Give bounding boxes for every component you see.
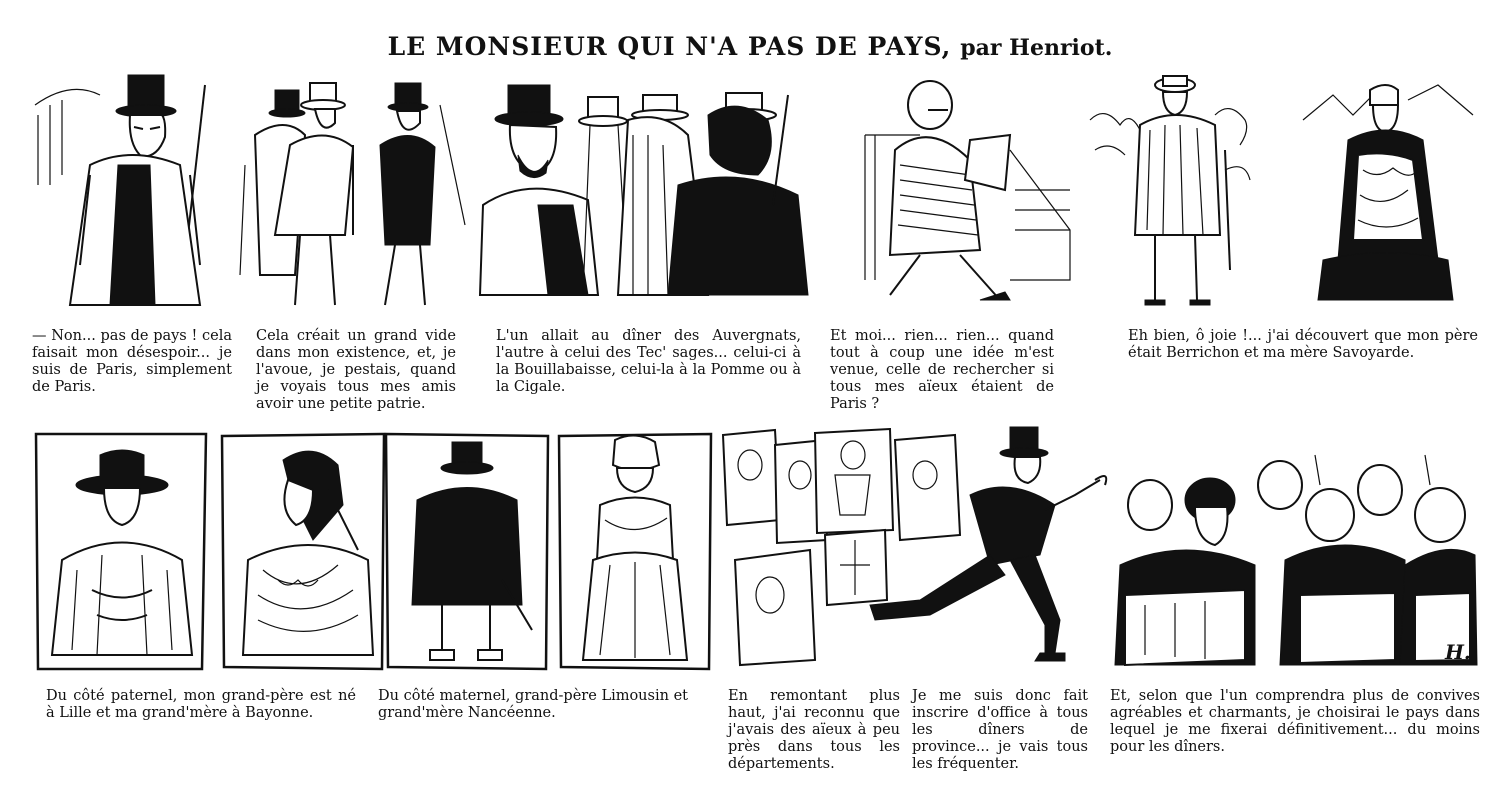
caption-5: Eh bien, ô joie !... j'ai découvert que mon père était Berrichon et ma mère Savoyarde. — [1128, 328, 1478, 361]
portrait-frame-2 — [218, 430, 388, 673]
illustration-panel-4 — [860, 80, 1080, 305]
illustration-panel-6 — [1298, 80, 1478, 310]
caption-1: — Non... pas de pays ! cela faisait mon désespoir... je suis de Paris, simplement de Paris. — [32, 328, 232, 395]
illustration-panel-dinner — [1105, 445, 1480, 670]
title-main: LE MONSIEUR QUI N'A PAS DE PAYS, — [387, 32, 952, 61]
caption-7: Du côté maternel, grand-père Limousin et grand'mère Nancéenne. — [378, 688, 688, 721]
artist-signature: H. — [1445, 640, 1471, 664]
illustration-panel-2 — [235, 75, 475, 315]
caption-4: Et moi... rien... rien... quand tout à coup une idée m'est venue, celle de rechercher si tous mes aïeux étaient de Paris ? — [830, 328, 1054, 412]
portrait-frame-3 — [382, 430, 552, 673]
caption-3: L'un allait au dîner des Auvergnats, l'autre à celui des Tec⁠' sages... celui-ci à la Bouillabaisse, celui-la à la Pomme ou à la Cigale. — [496, 328, 801, 395]
illustration-panel-1 — [30, 65, 220, 315]
page-title — [0, 32, 1500, 61]
illustration-panel-running-man — [860, 425, 1115, 670]
caption-6: Du côté paternel, mon grand-père est né à Lille et ma grand'mère à Bayonne. — [46, 688, 356, 721]
illustration-panel-5 — [1085, 70, 1255, 310]
caption-8: En remontant plus haut, j'ai reconnu que j'avais des aïeux à peu près dans tous les départements. — [728, 688, 900, 772]
portrait-frame-4 — [555, 430, 715, 673]
caption-9: Je me suis donc fait inscrire d'office à tous les dîners de province... je vais tous les fréquenter. — [912, 688, 1088, 772]
illustration-panel-3 — [478, 75, 813, 300]
caption-10: Et, selon que l'un comprendra plus de convives agréables et charmants, je choisirai le pays dans lequel je me fixerai définitivement... du moins pour les dîners. — [1110, 688, 1480, 755]
title-byline: par Henriot. — [960, 35, 1113, 61]
caption-2: Cela créait un grand vide dans mon existence, et, je l'avoue, je pestais, quand je voyais tous mes amis avoir une petite patrie. — [256, 328, 456, 412]
portrait-frame-1 — [32, 430, 210, 673]
